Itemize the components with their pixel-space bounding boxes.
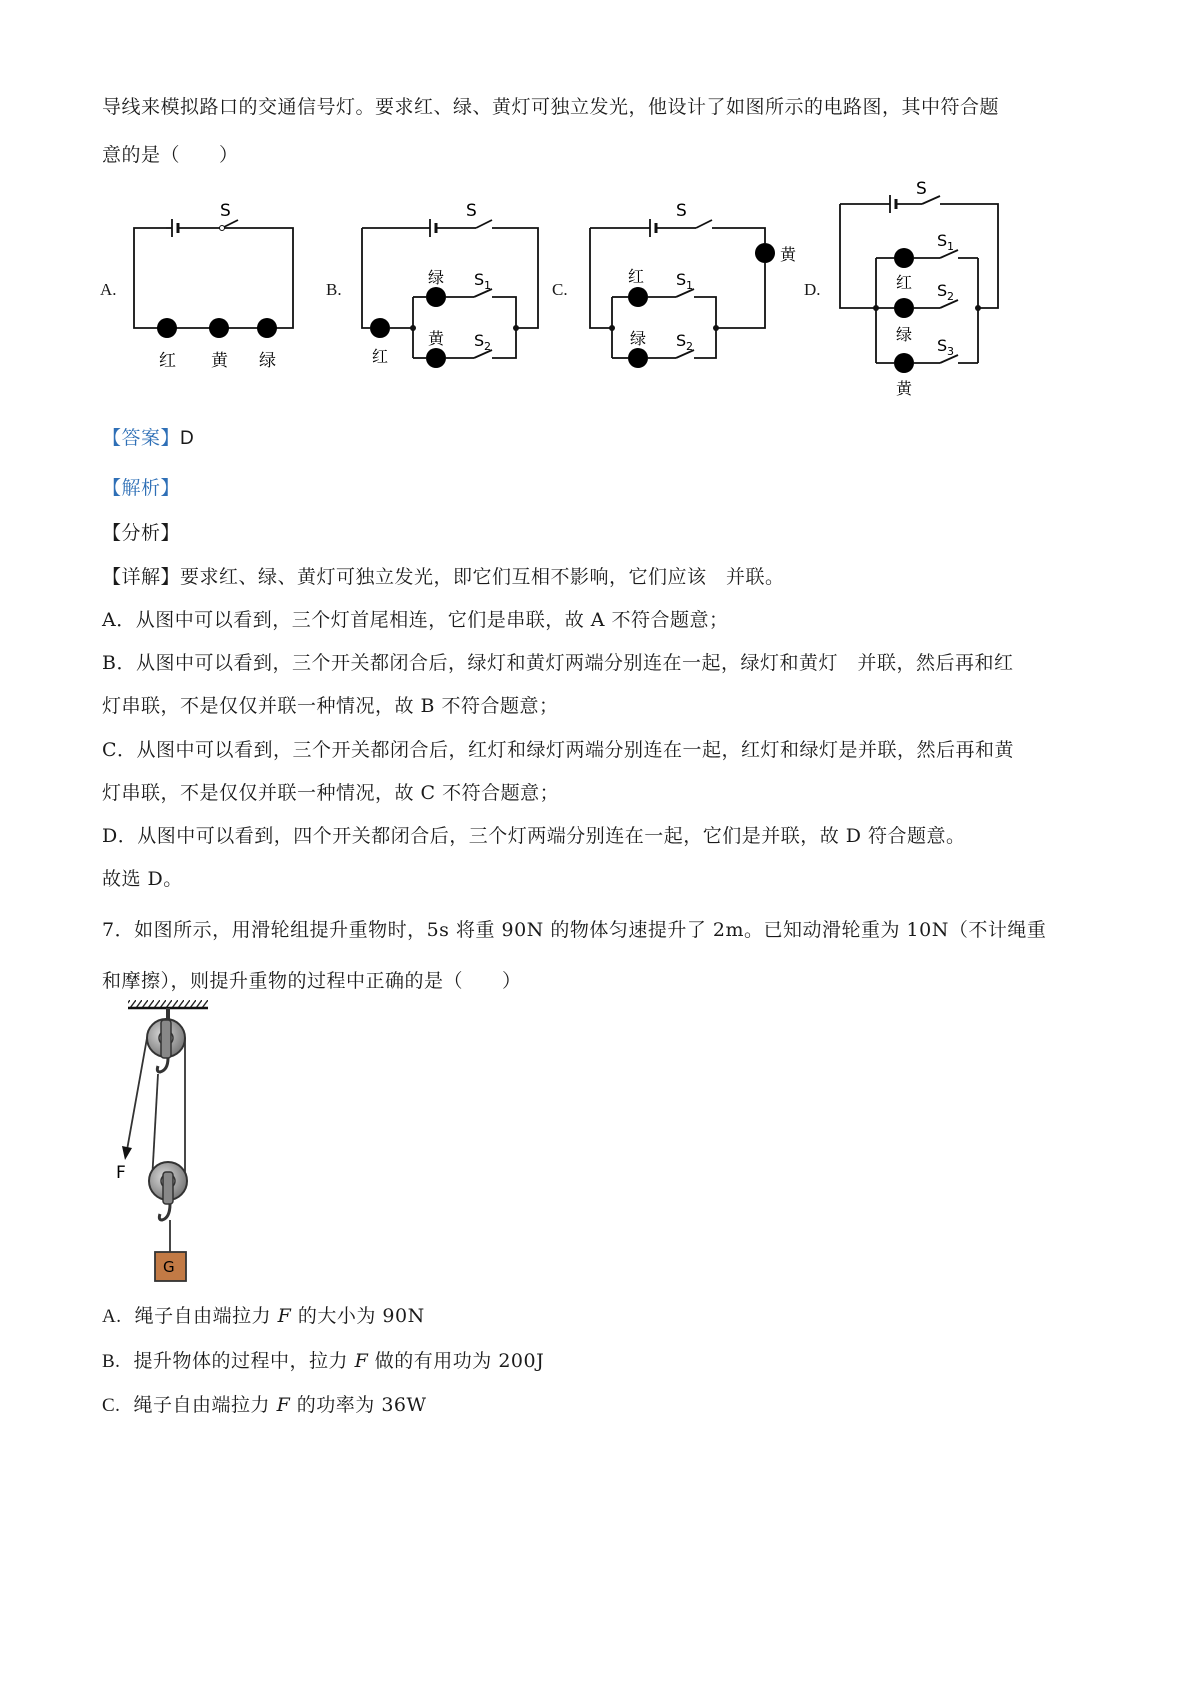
q7-stem-line2: 和摩擦），则提升重物的过程中正确的是（ ） bbox=[102, 970, 522, 992]
lamp-label-green: 绿 bbox=[428, 268, 445, 287]
lamp-label-green: 绿 bbox=[259, 351, 276, 371]
lamp-label-red: 红 bbox=[896, 273, 913, 292]
movable-pulley-icon bbox=[149, 1162, 187, 1220]
answer-line bbox=[102, 423, 194, 450]
force-arrow-icon bbox=[122, 1146, 132, 1160]
option-var: F bbox=[354, 1350, 369, 1372]
option-text: 的功率为 36W bbox=[290, 1394, 427, 1416]
lamp-icon bbox=[628, 348, 648, 368]
subscript: 2 bbox=[686, 340, 693, 353]
option-text: 绳子自由端拉力 bbox=[134, 1305, 278, 1327]
lamp-label-red: 红 bbox=[159, 351, 176, 371]
lamp-label-yellow: 黄 bbox=[896, 379, 913, 398]
option-letter: B. bbox=[102, 1351, 121, 1372]
lamp-icon bbox=[894, 353, 914, 373]
conclusion: 故选 D。 bbox=[102, 868, 183, 890]
option-c-label: C. bbox=[552, 280, 568, 299]
switch-label: S bbox=[676, 201, 687, 221]
lamp-icon bbox=[755, 243, 775, 263]
switch-s3-label: S bbox=[937, 336, 948, 355]
explain-a: A．从图中可以看到，三个灯首尾相连，它们是串联，故 A 不符合题意； bbox=[102, 609, 729, 631]
option-a-label: A. bbox=[100, 280, 117, 299]
subscript: 1 bbox=[686, 279, 693, 292]
option-letter: A. bbox=[102, 1306, 122, 1327]
explain-b-line2: 灯串联，不是仅仅并联一种情况，故 B 不符合题意； bbox=[102, 695, 559, 717]
pulley-diagram bbox=[100, 1000, 230, 1290]
analysis-tag: 【解析】 bbox=[102, 477, 181, 499]
subscript: 1 bbox=[947, 240, 954, 253]
q6-stem-line2: 意的是（ ） bbox=[102, 144, 239, 166]
lamp-icon bbox=[894, 248, 914, 268]
detail-tag: 【详解】 bbox=[102, 566, 181, 588]
switch-label: S bbox=[220, 201, 231, 221]
circuit-a bbox=[134, 201, 293, 371]
answer-tag: 【答案】 bbox=[102, 427, 181, 449]
switch-s2-label: S bbox=[474, 331, 485, 350]
lamp-icon bbox=[257, 318, 277, 338]
explain-d: D．从图中可以看到，四个开关都闭合后，三个灯两端分别连在一起，它们是并联，故 D 符合题意。 bbox=[102, 825, 966, 847]
lamp-label-yellow: 黄 bbox=[211, 351, 228, 371]
switch-s2-label: S bbox=[676, 331, 687, 350]
answer-value: D bbox=[180, 428, 195, 449]
weight-label: G bbox=[163, 1258, 175, 1276]
switch-s1-label: S bbox=[937, 231, 948, 250]
lamp-icon bbox=[426, 287, 446, 307]
explain-c-line1: C．从图中可以看到，三个开关都闭合后，红灯和绿灯两端分别连在一起，红灯和绿灯是并联，然后再和黄 bbox=[102, 739, 1015, 761]
subscript: 1 bbox=[484, 279, 491, 292]
lamp-label-yellow: 黄 bbox=[428, 329, 445, 348]
subscript: 3 bbox=[947, 345, 954, 358]
lamp-label-yellow: 黄 bbox=[780, 245, 797, 264]
option-d-label: D. bbox=[804, 280, 821, 299]
ceiling-hatch bbox=[128, 1000, 208, 1007]
option-letter: C. bbox=[102, 1395, 121, 1416]
lamp-label-red: 红 bbox=[628, 267, 645, 286]
switch-label: S bbox=[466, 201, 477, 221]
force-label: F bbox=[116, 1163, 126, 1183]
free-rope bbox=[127, 1038, 147, 1150]
lamp-label-green: 绿 bbox=[896, 325, 913, 344]
detail-text: 要求红、绿、黄灯可独立发光，即它们互相不影响，它们应该 并联。 bbox=[180, 566, 785, 588]
q7-option-a bbox=[102, 1301, 425, 1328]
option-var: F bbox=[277, 1305, 292, 1327]
subscript: 2 bbox=[947, 290, 954, 303]
lamp-icon bbox=[209, 318, 229, 338]
lamp-label-red: 红 bbox=[372, 347, 389, 366]
circuit-c bbox=[590, 201, 797, 368]
lamp-icon bbox=[628, 287, 648, 307]
switch-s1-label: S bbox=[676, 270, 687, 289]
q7-stem-line1: 7．如图所示，用滑轮组提升重物时，5s 将重 90N 的物体匀速提升了 2m。已知动滑轮重为 10N（不计绳重 bbox=[102, 919, 1047, 941]
circuit-d bbox=[840, 179, 998, 398]
switch-label: S bbox=[916, 179, 927, 199]
q6-stem-line1: 导线来模拟路口的交通信号灯。要求红、绿、黄灯可独立发光，他设计了如图所示的电路图，其中符合题 bbox=[102, 96, 1000, 118]
lamp-icon bbox=[426, 348, 446, 368]
switch-s2-label: S bbox=[937, 281, 948, 300]
explain-b-line1: B．从图中可以看到，三个开关都闭合后，绿灯和黄灯两端分别连在一起，绿灯和黄灯 并联，然后再和红 bbox=[102, 652, 1014, 674]
fenxi-tag: 【分析】 bbox=[102, 522, 181, 544]
detail-line bbox=[102, 562, 785, 589]
circuit-diagrams bbox=[0, 170, 1200, 410]
lamp-label-green: 绿 bbox=[630, 329, 647, 348]
switch-s1-label: S bbox=[474, 270, 485, 289]
q7-option-c bbox=[102, 1390, 427, 1417]
q7-option-b bbox=[102, 1346, 544, 1373]
subscript: 2 bbox=[484, 340, 491, 353]
explain-c-line2: 灯串联，不是仅仅并联一种情况，故 C 不符合题意； bbox=[102, 782, 560, 804]
option-text: 的大小为 90N bbox=[291, 1305, 425, 1327]
lamp-icon bbox=[894, 298, 914, 318]
lamp-icon bbox=[370, 318, 390, 338]
fixed-pulley-icon bbox=[147, 1008, 185, 1072]
lamp-icon bbox=[157, 318, 177, 338]
option-text: 做的有用功为 200J bbox=[368, 1350, 545, 1372]
option-text: 绳子自由端拉力 bbox=[133, 1394, 277, 1416]
option-var: F bbox=[276, 1394, 291, 1416]
option-b-label: B. bbox=[326, 280, 342, 299]
option-text: 提升物体的过程中，拉力 bbox=[133, 1350, 355, 1372]
circuit-b bbox=[362, 201, 538, 368]
